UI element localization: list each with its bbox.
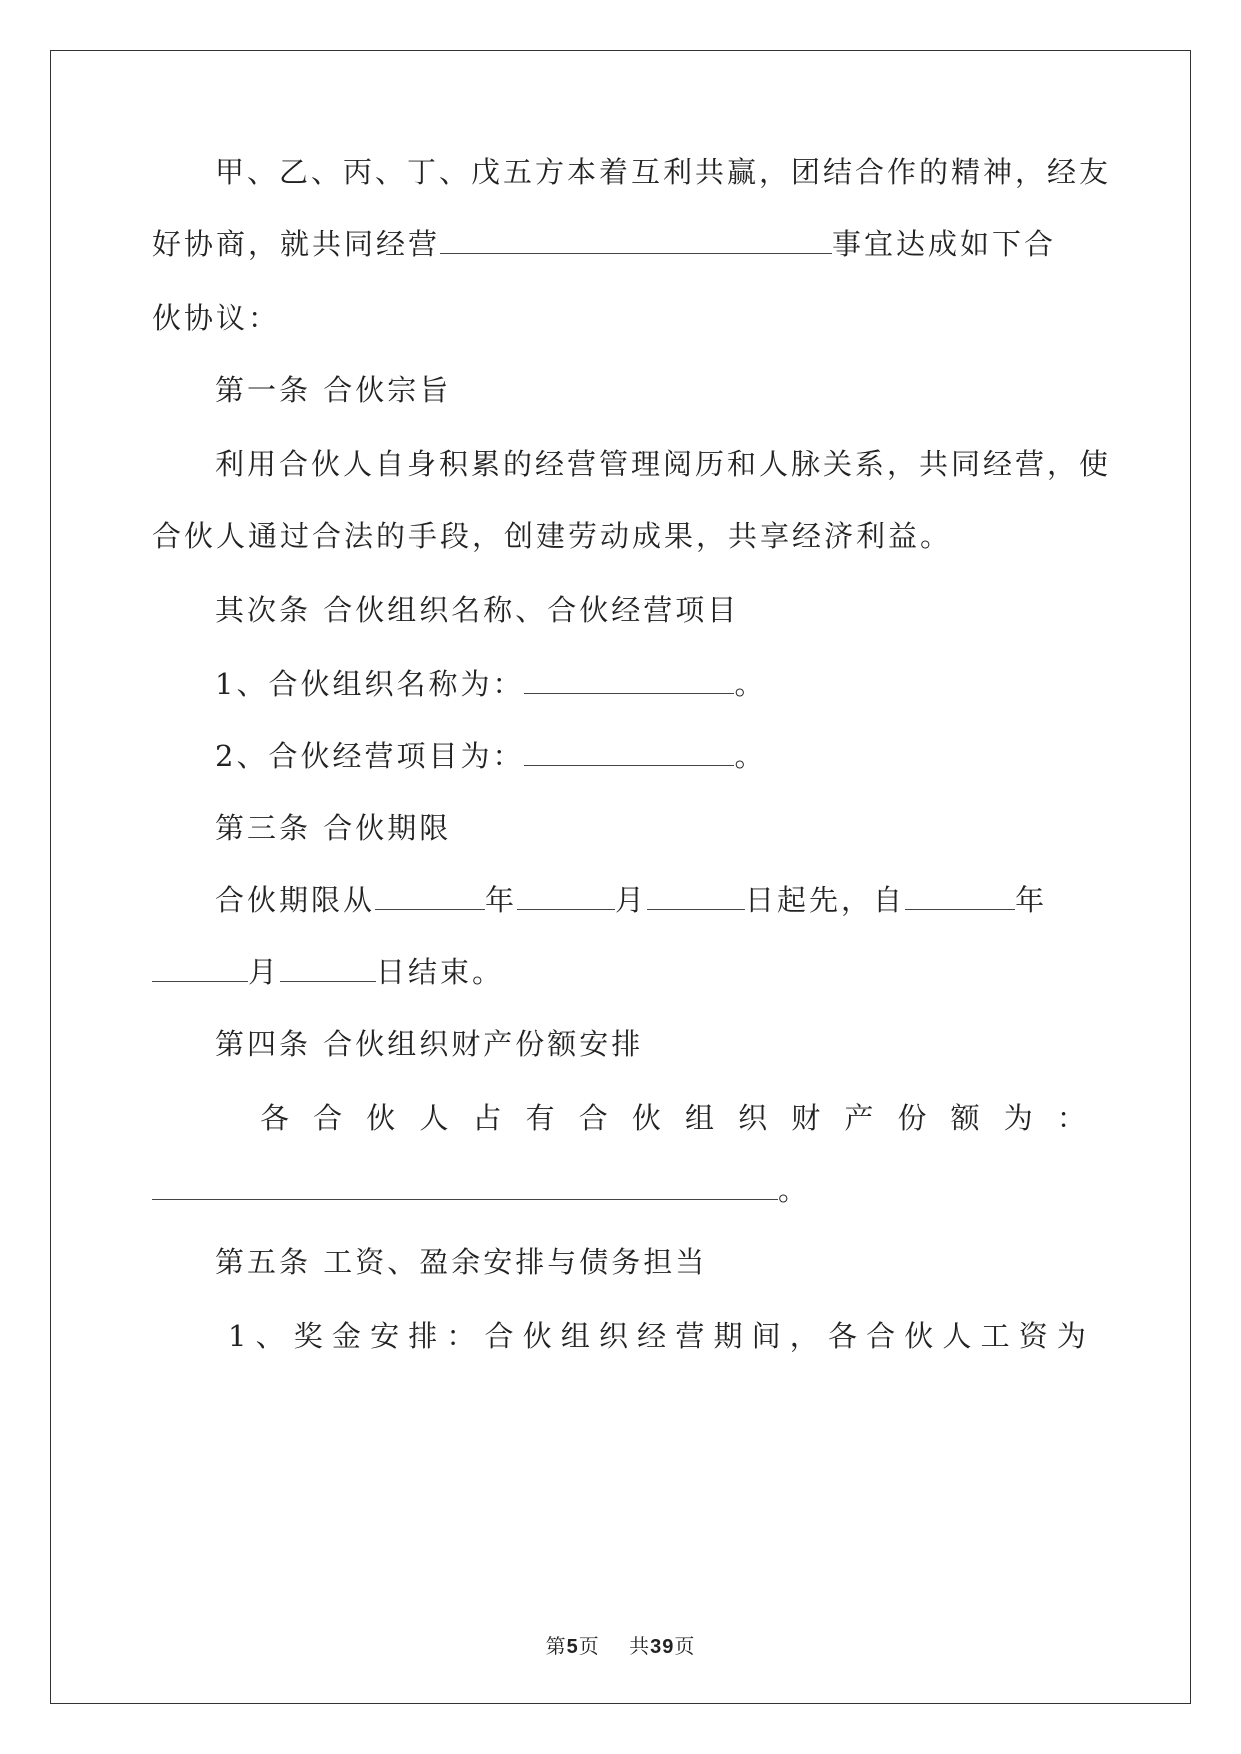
term-end-month-label: 月	[248, 955, 281, 989]
art5-char: 安	[370, 1319, 400, 1353]
article4-body-line1	[152, 1098, 1090, 1138]
page-footer	[0, 1630, 1241, 1659]
blank-end-year[interactable]	[905, 881, 1015, 910]
article1-body-line2: 合伙人通过合法的手段，创建劳动成果，共享经济利益。	[152, 519, 953, 553]
article5-item1-line1	[152, 1316, 1090, 1356]
art4-char: 人	[419, 1101, 449, 1135]
footer-suffix: 页	[674, 1634, 696, 1658]
art5-char: 金	[331, 1319, 361, 1353]
paragraph-intro-line2	[152, 224, 1090, 264]
blank-business-field[interactable]	[440, 225, 832, 254]
art5-char: 期	[713, 1319, 743, 1353]
art5-char: 资	[1018, 1319, 1048, 1353]
art5-char: 1	[228, 1319, 247, 1353]
footer-page-number: 5	[566, 1636, 579, 1658]
art4-char: 合	[313, 1101, 343, 1135]
blank-start-year[interactable]	[375, 881, 485, 910]
item2-end: 。	[734, 739, 767, 773]
art5-char: 合	[484, 1319, 514, 1353]
art4-char: 为	[1003, 1101, 1033, 1135]
art4-char: 额	[950, 1101, 980, 1135]
art5-char: 营	[675, 1319, 705, 1353]
term-year-label: 年	[485, 883, 518, 917]
art4-char: 各	[260, 1101, 290, 1135]
art4-char: 组	[685, 1101, 715, 1135]
article3-title: 第三条 合伙期限	[215, 811, 452, 845]
article2-item2	[152, 736, 1153, 776]
footer-prefix: 第	[545, 1634, 567, 1658]
article3-body-line1	[152, 880, 1153, 920]
intro-text-a: 好协商，就共同经营	[152, 227, 441, 261]
article4-body-line2	[152, 1170, 1090, 1210]
art5-char: ：	[446, 1319, 476, 1353]
article3-body-line2	[152, 952, 1090, 992]
article5-title: 第五条 工资、盈余安排与债务担当	[215, 1245, 708, 1279]
term-month-label: 月	[615, 883, 648, 917]
art4-char: 伙	[631, 1101, 661, 1135]
art5-char: 人	[942, 1319, 972, 1353]
article2-item1	[152, 664, 1153, 704]
paragraph-intro-line3: 伙协议：	[152, 301, 281, 335]
art5-char: ，	[789, 1319, 819, 1353]
art5-char: 伙	[904, 1319, 934, 1353]
blank-business-project[interactable]	[524, 737, 734, 766]
article4-title: 第四条 合伙组织财产份额安排	[215, 1027, 644, 1061]
item1-label: 1、合伙组织名称为：	[215, 667, 525, 701]
term-day-label: 日起先，自	[745, 883, 906, 917]
art5-char: 奖	[293, 1319, 323, 1353]
term-from-label: 合伙期限从	[215, 883, 376, 917]
blank-end-day[interactable]	[280, 953, 376, 982]
blank-start-day[interactable]	[647, 881, 745, 910]
art5-char: 织	[599, 1319, 629, 1353]
blank-end-month[interactable]	[152, 953, 248, 982]
art5-char: 各	[827, 1319, 857, 1353]
footer-page-total: 39	[650, 1636, 675, 1658]
art5-char: 排	[408, 1319, 438, 1353]
art4-char: 伙	[366, 1101, 396, 1135]
art5-char: 合	[866, 1319, 896, 1353]
art4-end: 。	[778, 1173, 811, 1207]
art5-char: 组	[560, 1319, 590, 1353]
art4-char: 织	[738, 1101, 768, 1135]
art5-char: 、	[255, 1319, 285, 1353]
paragraph-intro-line1: 甲、乙、丙、丁、戊五方本着互利共赢，团结合作的精神，经友	[215, 155, 1112, 189]
article2-title: 其次条 合伙组织名称、合伙经营项目	[215, 593, 740, 627]
term-end-year-label: 年	[1015, 883, 1048, 917]
blank-property-shares[interactable]	[152, 1171, 778, 1200]
art4-char: ：	[1056, 1101, 1086, 1135]
intro-text-b: 事宜达成如下合	[832, 227, 1057, 261]
art4-char: 合	[578, 1101, 608, 1135]
blank-organization-name[interactable]	[524, 665, 734, 694]
art5-char: 为	[1056, 1319, 1086, 1353]
art4-char: 有	[525, 1101, 555, 1135]
item1-end: 。	[734, 667, 767, 701]
article1-title: 第一条 合伙宗旨	[215, 373, 452, 407]
art4-char: 占	[472, 1101, 502, 1135]
footer-mid: 页 共	[578, 1634, 651, 1658]
art4-char: 财	[791, 1101, 821, 1135]
art5-char: 间	[751, 1319, 781, 1353]
article1-body-line1: 利用合伙人自身积累的经营管理阅历和人脉关系，共同经营，使	[215, 447, 1112, 481]
blank-start-month[interactable]	[517, 881, 615, 910]
art4-char: 产	[844, 1101, 874, 1135]
item2-label: 2、合伙经营项目为：	[215, 739, 525, 773]
art4-char: 份	[897, 1101, 927, 1135]
art5-char: 经	[637, 1319, 667, 1353]
art5-char: 工	[980, 1319, 1010, 1353]
art5-char: 伙	[522, 1319, 552, 1353]
term-end-day-label: 日结束。	[376, 955, 505, 989]
